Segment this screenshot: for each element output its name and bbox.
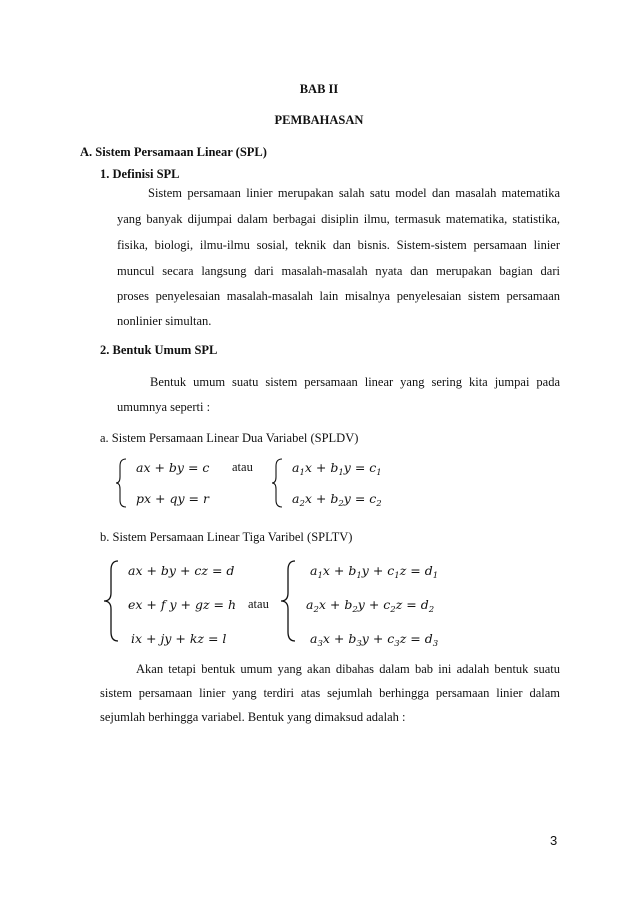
- paragraph-line: umumnya seperti :: [117, 400, 211, 414]
- spltv-equation-3: ix + jy + kz = l: [131, 631, 227, 646]
- paragraph-line: fisika, biologi, ilmu-ilmu sosial, teknik dan bisnis. Sistem-sistem persamaan linier: [117, 238, 560, 252]
- spltv-equation-2: ex + f y + gz = h: [128, 597, 237, 612]
- spldv-indexed-equation-1: $a_1x + b_1y = c_1$: [292, 460, 382, 478]
- paragraph-line: proses penyelesaian masalah-masalah lain misalnya penyelesaian sistem persamaan: [117, 289, 560, 303]
- spldv-label: a. Sistem Persamaan Linear Dua Variabel (SPLDV): [100, 431, 359, 445]
- spldv-equation-2: px + qy = r: [136, 491, 209, 506]
- spltv-indexed-equation-2: $a_2x + b_2y + c_2z = d_2$: [306, 597, 435, 615]
- left-brace-icon: [272, 458, 284, 508]
- subsection-heading-bentuk-umum: 2. Bentuk Umum SPL: [100, 343, 218, 357]
- paragraph-line: sejumlah berhingga variabel. Bentuk yang dimaksud adalah :: [100, 710, 406, 724]
- paragraph-line: sistem persamaan linier yang terdiri atas sejumlah berhingga persamaan linier dalam: [100, 686, 560, 700]
- spltv-indexed-equation-1: $a_1x + b_1y + c_1z = d_1$: [310, 563, 439, 581]
- section-heading: A. Sistem Persamaan Linear (SPL): [80, 145, 267, 159]
- paragraph-line: muncul secara langsung dari masalah-masalah nyata dan merupakan bagian dari: [117, 264, 560, 278]
- subsection-heading-definisi: 1. Definisi SPL: [100, 167, 180, 181]
- chapter-subtitle: PEMBAHASAN: [274, 113, 364, 127]
- chapter-title: BAB II: [299, 82, 339, 96]
- left-brace-icon: [281, 560, 297, 642]
- left-brace-icon: [116, 458, 128, 508]
- atau-text: atau: [248, 597, 269, 611]
- spldv-indexed-equation-2: $a_2x + b_2y = c_2$: [292, 491, 382, 509]
- paragraph-line: nonlinier simultan.: [117, 314, 212, 328]
- paragraph-line: Bentuk umum suatu sistem persamaan linear yang sering kita jumpai pada: [150, 375, 560, 389]
- spldv-equation-1: ax + by = c: [136, 460, 210, 475]
- paragraph-line: Sistem persamaan linier merupakan salah satu model dan masalah matematika: [148, 186, 560, 200]
- spltv-label: b. Sistem Persamaan Linear Tiga Varibel (SPLTV): [100, 530, 353, 544]
- paragraph-line: Akan tetapi bentuk umum yang akan dibahas dalam bab ini adalah bentuk suatu: [136, 662, 560, 676]
- left-brace-icon: [104, 560, 120, 642]
- paragraph-line: yang banyak dijumpai dalam berbagai disiplin ilmu, termasuk matematika, statistika,: [117, 212, 560, 226]
- spltv-indexed-equation-3: $a_3x + b_3y + c_3z = d_3$: [310, 631, 439, 649]
- page-number: 3: [550, 833, 558, 848]
- atau-text: atau: [232, 460, 253, 474]
- spltv-equation-1: ax + by + cz = d: [128, 563, 235, 578]
